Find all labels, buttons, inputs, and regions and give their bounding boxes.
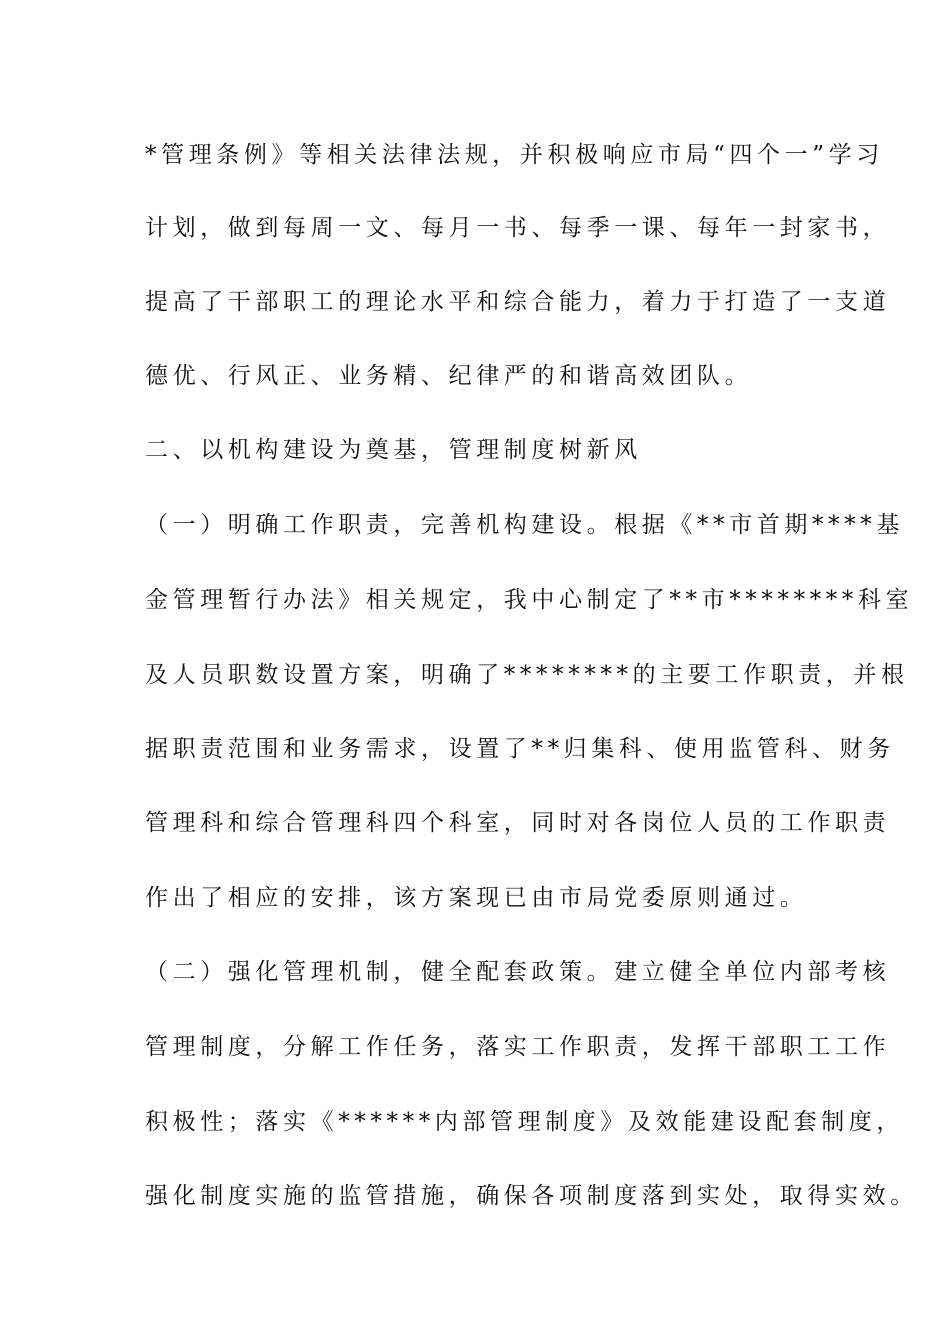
section-heading: 二、以机构建设为奠基，管理制度树新风	[145, 437, 642, 463]
text-line-4: 德优、行风正、业务精、纪律严的和谐高效团队。	[145, 363, 753, 389]
text-line-14: 积极性；落实《******内部管理制度》及效能建设配套制度，	[145, 1109, 904, 1135]
text-line-9: 据职责范围和业务需求，设置了**归集科、使用监管科、财务	[145, 736, 895, 762]
text-line-7: 金管理暂行办法》相关规定，我中心制定了**市********科室	[145, 587, 914, 613]
text-line-2: 计划，做到每周一文、每月一书、每季一课、每年一封家书，	[145, 215, 891, 241]
text-line-3: 提高了干部职工的理论水平和综合能力，着力于打造了一支道	[145, 289, 891, 315]
text-line-11: 作出了相应的安排，该方案现已由市局党委原则通过。	[145, 885, 808, 911]
text-line-1: *管理条例》等相关法律法规，并积极响应市局“四个一”学习	[145, 142, 884, 168]
text-line-12: （二）强化管理机制，健全配套政策。建立健全单位内部考核	[145, 959, 891, 985]
text-line-6: （一）明确工作职责，完善机构建设。根据《**市首期****基	[145, 512, 904, 538]
text-line-13: 管理制度，分解工作任务，落实工作职责，发挥干部职工工作	[145, 1034, 891, 1060]
text-line-15: 强化制度实施的监管措施，确保各项制度落到实处，取得实效。	[145, 1183, 918, 1209]
text-line-8: 及人员职数设置方案，明确了********的主要工作职责，并根	[145, 662, 909, 688]
text-line-10: 管理科和综合管理科四个科室，同时对各岗位人员的工作职责	[145, 810, 891, 836]
